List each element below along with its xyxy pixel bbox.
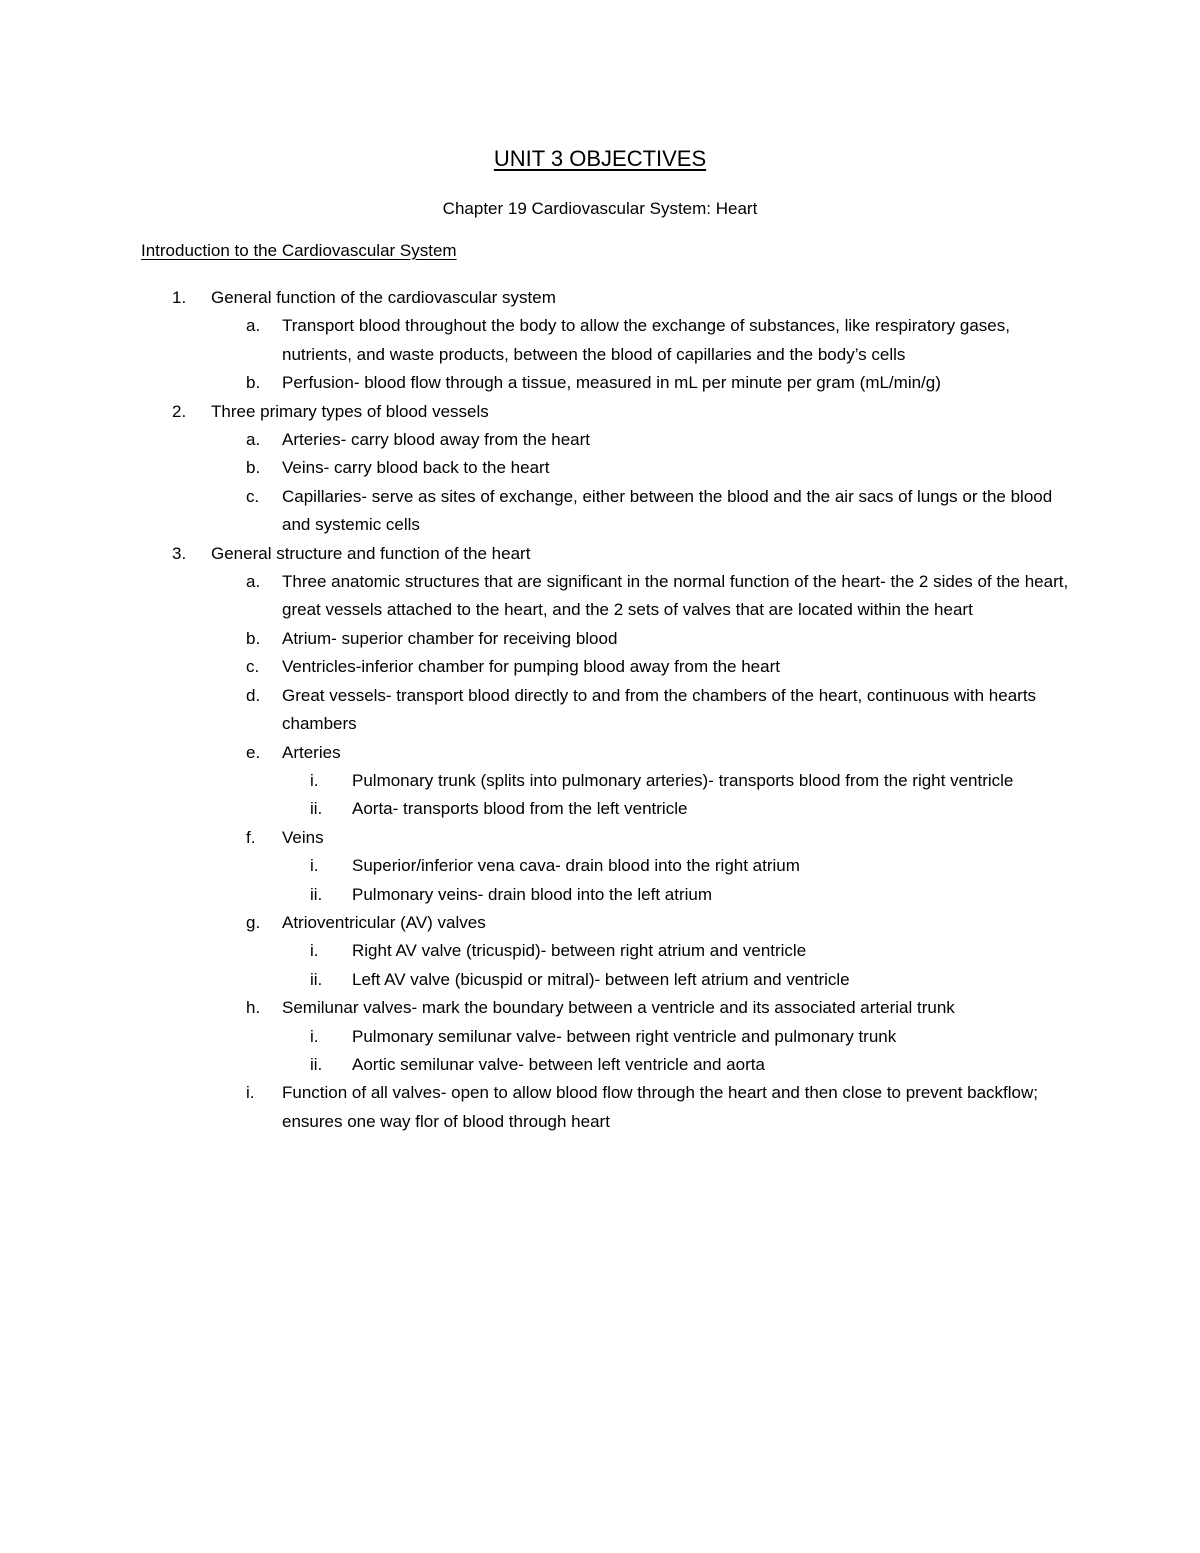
outline-item xyxy=(0,966,1200,994)
outline-marker: 3. xyxy=(172,543,187,563)
page-title: UNIT 3 OBJECTIVES xyxy=(493,146,707,171)
outline-item xyxy=(0,540,1200,568)
outline-marker: b. xyxy=(246,628,261,648)
outline-text: Pulmonary semilunar valve- between right ventricle and pulmonary trunk xyxy=(352,1026,897,1046)
outline-item xyxy=(0,284,1200,312)
outline-text: Perfusion- blood flow through a tissue, measured in mL per minute per gram (mL/min/g) xyxy=(282,373,941,393)
outline-item xyxy=(0,795,1200,823)
outline-item xyxy=(0,568,1200,625)
outline-item xyxy=(0,767,1200,795)
outline-text: General function of the cardiovascular system xyxy=(211,288,556,307)
outline-text: Great vessels- transport blood directly to and from the chambers of the heart, continuous with hearts chambers xyxy=(282,685,1037,734)
outline-marker: b. xyxy=(246,373,261,393)
outline-text: Capillaries- serve as sites of exchange, either between the blood and the air sacs of lungs or the blood and systemic cells xyxy=(282,486,1053,535)
outline-marker: i. xyxy=(246,1083,255,1103)
outline-text: Atrioventricular (AV) valves xyxy=(282,912,486,932)
outline-marker: a. xyxy=(246,572,261,592)
outline-text: Right AV valve (tricuspid)- between right atrium and ventricle xyxy=(352,941,807,961)
outline-marker: ii. xyxy=(310,884,323,904)
outline-item xyxy=(0,312,1200,369)
outline-text: Aortic semilunar valve- between left ventricle and aorta xyxy=(352,1054,765,1074)
outline-item xyxy=(0,625,1200,653)
objectives-outline xyxy=(0,284,1200,1136)
outline-item xyxy=(0,824,1200,852)
outline-item xyxy=(0,994,1200,1022)
outline-marker: b. xyxy=(246,458,261,478)
outline-text: Arteries- carry blood away from the heart xyxy=(282,430,591,450)
outline-text: Atrium- superior chamber for receiving blood xyxy=(282,628,618,648)
chapter-subtitle: Chapter 19 Cardiovascular System: Heart xyxy=(442,199,758,218)
outline-marker: i. xyxy=(310,1026,319,1046)
outline-text: General structure and function of the heart xyxy=(211,543,531,563)
outline-marker: f. xyxy=(246,827,256,847)
outline-text: Function of all valves- open to allow blood flow through the heart and then close to prevent backflow; ensures one way flor of blood through heart xyxy=(282,1083,1039,1131)
outline-text: Three primary types of blood vessels xyxy=(211,401,489,421)
outline-marker: ii. xyxy=(310,799,323,819)
outline-text: Pulmonary trunk (splits into pulmonary arteries)- transports blood from the right ventricle xyxy=(352,770,1014,790)
outline-item xyxy=(0,454,1200,482)
outline-marker: ii. xyxy=(310,1054,323,1074)
outline-text: Ventricles-inferior chamber for pumping blood away from the heart xyxy=(282,657,780,677)
outline-marker: i. xyxy=(310,941,319,961)
outline-text: Three anatomic structures that are significant in the normal function of the heart- the 2 sides of the heart, great vessels attached to the heart, and the 2 sets of valves that are located within the heart xyxy=(282,572,1069,620)
outline-text: Veins- carry blood back to the heart xyxy=(282,458,550,478)
outline-marker: a. xyxy=(246,316,261,336)
outline-item xyxy=(0,1023,1200,1051)
outline-marker: a. xyxy=(246,430,261,450)
outline-item xyxy=(0,909,1200,937)
outline-marker: c. xyxy=(246,657,260,677)
outline-marker: e. xyxy=(246,742,261,762)
outline-marker: c. xyxy=(246,486,260,506)
outline-text: Arteries xyxy=(282,742,341,762)
outline-item xyxy=(0,483,1200,540)
outline-text: Semilunar valves- mark the boundary between a ventricle and its associated arterial trunk xyxy=(282,998,955,1018)
outline-item xyxy=(0,937,1200,965)
outline-item xyxy=(0,852,1200,880)
outline-item xyxy=(0,881,1200,909)
outline-marker: d. xyxy=(246,685,261,705)
outline-item xyxy=(0,369,1200,397)
outline-marker: ii. xyxy=(310,969,323,989)
outline-marker: g. xyxy=(246,912,261,932)
outline-text: Left AV valve (bicuspid or mitral)- between left atrium and ventricle xyxy=(352,969,850,989)
outline-text: Transport blood throughout the body to allow the exchange of substances, like respiratory gases, nutrients, and waste products, between the blood of capillaries and the body’s cells xyxy=(282,316,1010,364)
outline-marker: i. xyxy=(310,856,319,876)
outline-item xyxy=(0,426,1200,454)
outline-marker: 1. xyxy=(172,288,187,307)
outline-item xyxy=(0,739,1200,767)
outline-text: Aorta- transports blood from the left ventricle xyxy=(352,799,688,819)
outline-text: Pulmonary veins- drain blood into the left atrium xyxy=(352,884,713,904)
outline-item xyxy=(0,1079,1200,1136)
outline-item xyxy=(0,398,1200,426)
outline-item xyxy=(0,682,1200,739)
outline-marker: i. xyxy=(310,770,319,790)
outline-text: Veins xyxy=(282,827,324,847)
outline-text: Superior/inferior vena cava- drain blood into the right atrium xyxy=(352,856,800,876)
outline-item xyxy=(0,653,1200,681)
section-heading: Introduction to the Cardiovascular System xyxy=(141,241,457,260)
outline-marker: h. xyxy=(246,998,261,1018)
outline-marker: 2. xyxy=(172,401,187,421)
outline-item xyxy=(0,1051,1200,1079)
